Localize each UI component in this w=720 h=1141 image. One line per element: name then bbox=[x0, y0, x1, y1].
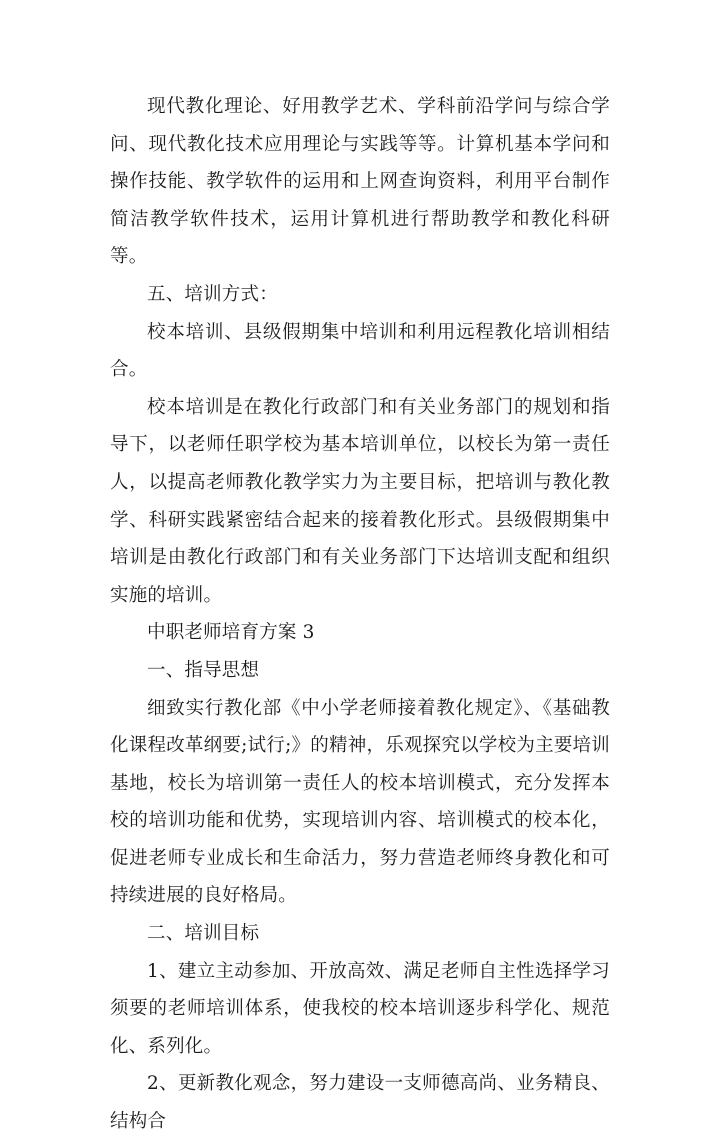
paragraph-goal-2: 2、更新教化观念，努力建设一支师德高尚、业务精良、结构合 bbox=[110, 1073, 610, 1133]
heading-training-goals: 二、培训目标 bbox=[147, 923, 260, 945]
heading-plan-3: 中职老师培育方案 3 bbox=[147, 622, 315, 644]
document-body bbox=[110, 88, 610, 1141]
paragraph-goal-1: 1、建立主动参加、开放高效、满足老师自主性选择学习须要的老师培训体系，使我校的校本培训逐步科学化、规范化、系列化。 bbox=[110, 960, 610, 1057]
heading-training-method: 五、培训方式： bbox=[147, 283, 278, 305]
paragraph-guiding-ideology: 细致实行教化部《中小学老师接着教化规定》、《基础教化课程改革纲要;试行;》的精神，乐观探究以学校为主要培训基地，校长为培训第一责任人的校本培训模式，充分发挥本校的培训功能和优势，实现培训内容、培训模式的校本化，促进老师专业成长和生命活力，努力营造老师终身教化和可持续进展的良好格局。 bbox=[110, 697, 610, 907]
heading-guiding-ideology: 一、指导思想 bbox=[147, 659, 260, 681]
paragraph-training-combination: 校本培训、县级假期集中培训和利用远程教化培训相结合。 bbox=[110, 321, 610, 381]
paragraph-school-based-training: 校本培训是在教化行政部门和有关业务部门的规划和指导下，以老师任职学校为基本培训单位，以校长为第一责任人，以提高老师教化教学实力为主要目标，把培训与教化教学、科研实践紧密结合起来的接着教化形式。县级假期集中培训是由教化行政部门和有关业务部门下达培训支配和组织实施的培训。 bbox=[110, 396, 610, 606]
paragraph-teaching-content: 现代教化理论、好用教学艺术、学科前沿学问与综合学问、现代教化技术应用理论与实践等等。计算机基本学问和操作技能、教学软件的运用和上网查询资料，利用平台制作简洁教学软件技术，运用计算机进行帮助教学和教化科研等。 bbox=[110, 96, 610, 268]
